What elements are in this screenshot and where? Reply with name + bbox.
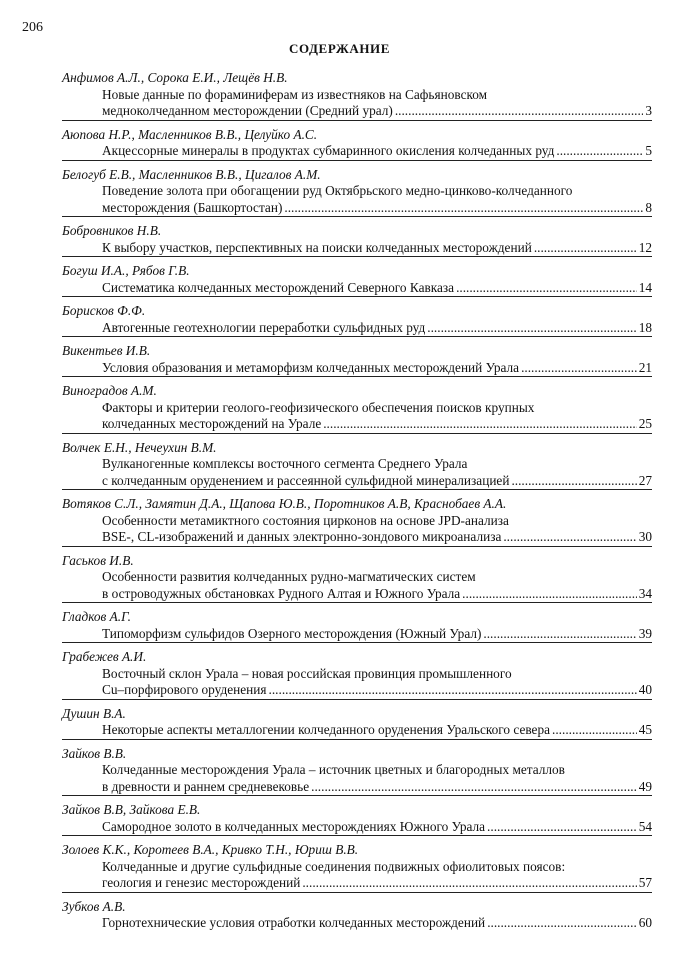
entry-page-number: 12 bbox=[638, 239, 652, 255]
toc-entry bbox=[62, 899, 652, 932]
entry-title-text: Вулканогенные комплексы восточного сегмента Среднего Урала bbox=[102, 456, 468, 471]
toc-entry bbox=[62, 649, 652, 700]
entry-title-text: Самородное золото в колчеданных месторождениях Южного Урала bbox=[102, 818, 486, 834]
toc-entry bbox=[62, 496, 652, 547]
entry-title-text: Колчеданные месторождения Урала – источник цветных и благородных металлов bbox=[102, 762, 565, 777]
toc-entry bbox=[62, 802, 652, 836]
entry-authors: Вотяков С.Л., Замятин Д.А., Щапова Ю.В., Поротников А.В, Краснобаев А.А. bbox=[62, 496, 507, 511]
entry-authors: Бобровников Н.В. bbox=[62, 223, 162, 238]
entry-title-line bbox=[102, 320, 652, 337]
entry-page-number: 57 bbox=[638, 875, 652, 890]
entry-page-number: 25 bbox=[638, 416, 652, 431]
entry-title-line bbox=[102, 626, 652, 643]
entry-page-number: 45 bbox=[638, 722, 652, 737]
entry-title-text: Автогенные геотехнологии переработки сульфидных руд bbox=[102, 319, 426, 335]
entry-authors: Богуш И.А., Рябов Г.В. bbox=[62, 263, 190, 278]
entry-authors: Зубков А.В. bbox=[62, 898, 126, 914]
entry-title-line bbox=[102, 240, 652, 257]
entry-title-text: Акцессорные минералы в продуктах субмаринного окисления колчеданных руд bbox=[102, 143, 555, 158]
entry-title-line bbox=[102, 416, 652, 433]
entry-title-line bbox=[102, 569, 652, 586]
entry-title-line bbox=[102, 456, 652, 473]
dot-leader bbox=[552, 722, 637, 739]
toc-entry bbox=[62, 70, 652, 121]
toc-entry bbox=[62, 167, 652, 218]
entry-title-line bbox=[102, 529, 652, 546]
toc-entry bbox=[62, 263, 652, 297]
dot-leader bbox=[556, 143, 643, 160]
entry-title-text: Поведение золота при обогащении руд Октябрьского медно-цинково-колчеданного bbox=[102, 183, 573, 198]
entry-page-number: 21 bbox=[638, 359, 652, 375]
entry-page-number: 39 bbox=[638, 625, 652, 641]
entry-title-text: Новые данные по фораминиферам из известняков на Сафьяновском bbox=[102, 86, 488, 102]
entry-title-line bbox=[102, 875, 652, 892]
dot-leader bbox=[284, 200, 643, 217]
dot-leader bbox=[323, 416, 636, 433]
entry-title-text: Горнотехнические условия отработки колчеданных месторождений bbox=[102, 915, 486, 930]
entry-title-text: Колчеданные и другие сульфидные соединения подвижных офиолитовых поясов: bbox=[102, 858, 566, 874]
page-number: 206 bbox=[22, 20, 43, 35]
dot-leader bbox=[427, 320, 636, 337]
toc-list bbox=[62, 70, 652, 938]
entry-authors: Золоев К.К., Коротеев В.А., Кривко Т.Н., Юриш В.В. bbox=[62, 842, 359, 857]
entry-authors: Викентьев И.В. bbox=[62, 343, 151, 358]
entry-authors: Гаськов И.В. bbox=[62, 552, 134, 568]
entry-authors: Душин В.А. bbox=[62, 705, 126, 721]
entry-title-line bbox=[102, 586, 652, 603]
toc-entry bbox=[62, 127, 652, 161]
toc-entry bbox=[62, 609, 652, 643]
entry-title-line bbox=[102, 200, 652, 217]
entry-title-line bbox=[102, 722, 652, 739]
toc-entry bbox=[62, 343, 652, 377]
entry-page-number: 34 bbox=[638, 585, 652, 601]
entry-title-line bbox=[102, 473, 652, 490]
entry-title-line bbox=[102, 87, 652, 104]
dot-leader bbox=[503, 529, 636, 546]
toc-entry bbox=[62, 303, 652, 337]
entry-authors: Борисков Ф.Ф. bbox=[62, 303, 146, 318]
entry-page-number: 18 bbox=[638, 319, 652, 335]
entry-title-line bbox=[102, 183, 652, 200]
entry-authors: Аюпова Н.Р., Масленников В.В., Целуйко А.С. bbox=[62, 126, 318, 142]
entry-authors: Анфимов А.Л., Сорока Е.И., Лещёв Н.В. bbox=[62, 70, 288, 85]
toc-entry bbox=[62, 842, 652, 893]
dot-leader bbox=[456, 280, 637, 297]
dot-leader bbox=[487, 819, 637, 836]
entry-title-text: Некоторые аспекты металлогении колчеданного оруденения Уральского севера bbox=[102, 722, 551, 737]
entry-title-text: Систематика колчеданных месторождений Северного Кавказа bbox=[102, 279, 455, 295]
entry-title-text: Особенности развития колчеданных рудно-магматических систем bbox=[102, 569, 476, 584]
dot-leader bbox=[483, 626, 636, 643]
entry-title-line bbox=[102, 513, 652, 530]
entry-page-number: 30 bbox=[638, 529, 652, 544]
entry-page-number: 3 bbox=[645, 103, 652, 118]
entry-authors: Белогуб Е.В., Масленников В.В., Цигалов А.М. bbox=[62, 166, 321, 182]
entry-page-number: 60 bbox=[638, 915, 652, 930]
entry-title-line bbox=[102, 779, 652, 796]
entry-title-text: К выбору участков, перспективных на поиски колчеданных месторождений bbox=[102, 239, 532, 255]
entry-title-text: Факторы и критерии геолого-геофизического обеспечения поисков крупных bbox=[102, 399, 535, 415]
entry-title-line bbox=[102, 915, 652, 932]
entry-page-number: 14 bbox=[638, 279, 652, 295]
entry-title-text: BSE-, CL-изображений и данных электронно-зондового микроанализа bbox=[102, 529, 502, 544]
entry-page-number: 54 bbox=[638, 818, 652, 834]
toc-entry bbox=[62, 223, 652, 257]
entry-title-text: Восточный склон Урала – новая российская провинция промышленного bbox=[102, 665, 512, 681]
toc-entry bbox=[62, 553, 652, 604]
dot-leader bbox=[534, 240, 637, 257]
toc-entry bbox=[62, 746, 652, 797]
entry-authors: Зайков В.В. bbox=[62, 745, 127, 761]
dot-leader bbox=[311, 779, 637, 796]
entry-title-line bbox=[102, 682, 652, 699]
entry-title-text: Условия образования и метаморфизм колчеданных месторождений Урала bbox=[102, 359, 520, 375]
dot-leader bbox=[462, 586, 637, 603]
entry-title-text: Особенности метамиктного состояния цирконов на основе JPD-анализа bbox=[102, 512, 509, 528]
entry-title-line bbox=[102, 666, 652, 683]
toc-entry bbox=[62, 440, 652, 491]
entry-title-text: медноколчеданном месторождении (Средний урал) bbox=[102, 103, 393, 118]
dot-leader bbox=[511, 473, 636, 490]
dot-leader bbox=[521, 360, 637, 377]
entry-title-line bbox=[102, 762, 652, 779]
entry-title-text: колчеданных месторождений на Урале bbox=[102, 416, 322, 431]
entry-page-number: 8 bbox=[645, 199, 652, 215]
entry-title-line bbox=[102, 280, 652, 297]
dot-leader bbox=[269, 682, 637, 699]
entry-title-text: Cu–порфирового оруденения bbox=[102, 682, 267, 697]
entry-title-text: в островодужных обстановках Рудного Алтая и Южного Урала bbox=[102, 585, 461, 601]
entry-authors: Волчек Е.Н., Нечеухин В.М. bbox=[62, 439, 217, 455]
entry-page-number: 5 bbox=[645, 143, 652, 158]
entry-authors: Зайков В.В, Зайкова Е.В. bbox=[62, 802, 201, 817]
toc-entry bbox=[62, 383, 652, 434]
toc-entry bbox=[62, 706, 652, 740]
entry-title-line bbox=[102, 819, 652, 836]
entry-title-text: в древности и раннем средневековье bbox=[102, 778, 310, 794]
entry-title-text: Типоморфизм сульфидов Озерного месторождения (Южный Урал) bbox=[102, 625, 482, 641]
entry-title-line bbox=[102, 360, 652, 377]
dot-leader bbox=[395, 103, 644, 120]
dot-leader bbox=[487, 915, 637, 932]
entry-title-line bbox=[102, 859, 652, 876]
entry-authors: Гладков А.Г. bbox=[62, 609, 131, 624]
entry-authors: Грабежев А.И. bbox=[62, 649, 147, 664]
entry-title-text: с колчеданным оруденением и рассеянной сульфидной минерализацией bbox=[102, 472, 510, 488]
entry-title-text: геология и генезис месторождений bbox=[102, 875, 301, 890]
entry-page-number: 40 bbox=[638, 682, 652, 697]
entry-page-number: 49 bbox=[638, 778, 652, 794]
page-title: СОДЕРЖАНИЕ bbox=[288, 41, 391, 56]
entry-title-line bbox=[102, 400, 652, 417]
entry-authors: Виноградов А.М. bbox=[62, 383, 157, 398]
entry-page-number: 27 bbox=[638, 472, 652, 488]
entry-title-line bbox=[102, 143, 652, 160]
dot-leader bbox=[302, 875, 636, 892]
entry-title-line bbox=[102, 103, 652, 120]
entry-title-text: месторождения (Башкортостан) bbox=[102, 199, 283, 215]
